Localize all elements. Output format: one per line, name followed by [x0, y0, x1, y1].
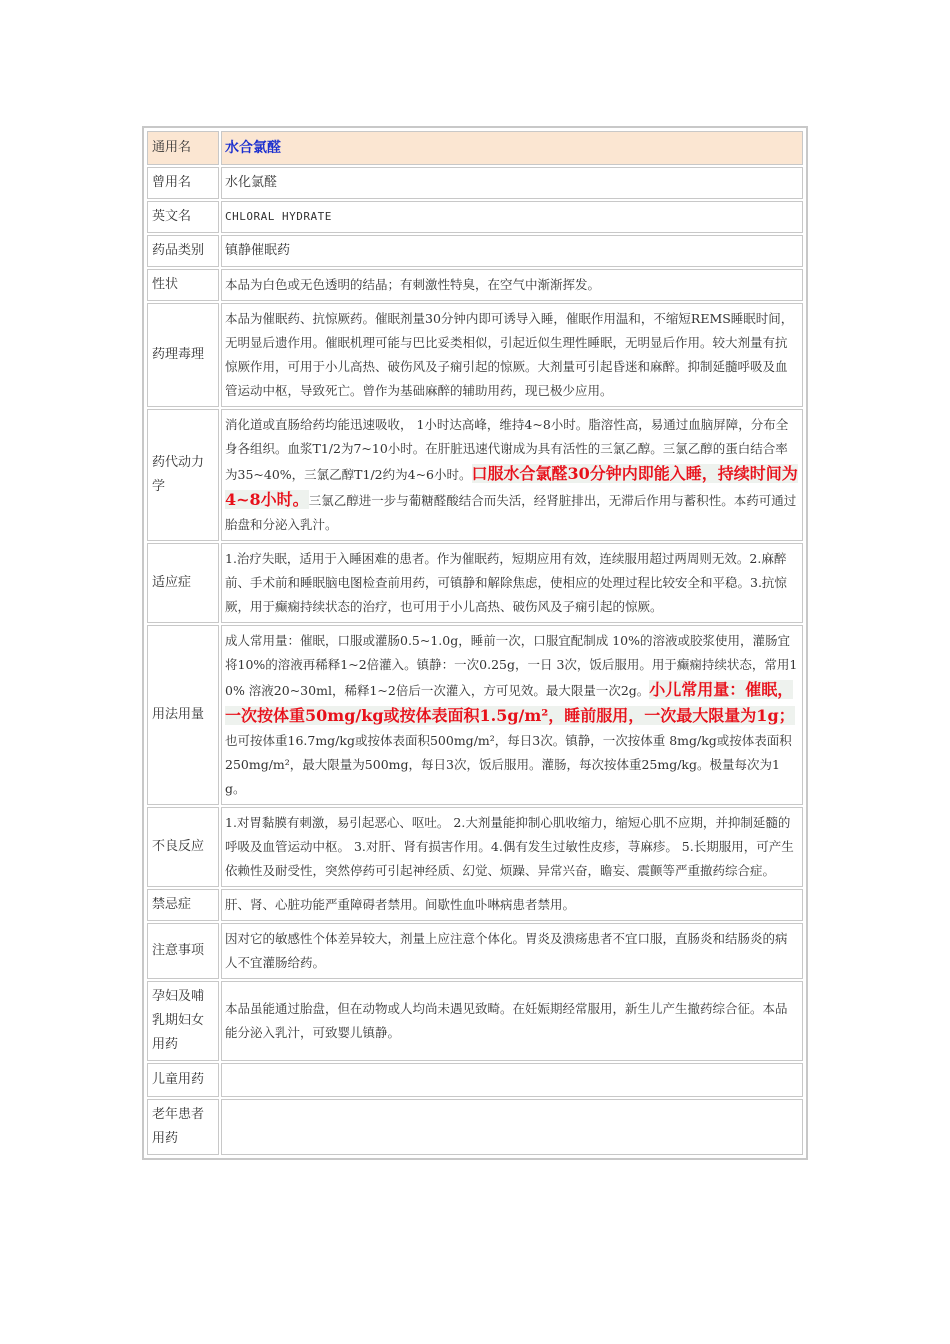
pk-text-after: 三氯乙醇进一步与葡糖醛酸结合而失活，经肾脏排出，无滞后作用与蓄积性。本药可通过胎盘和分泌入乳汁。	[225, 493, 797, 532]
label-contraindications: 禁忌症	[147, 889, 219, 921]
row-properties	[147, 269, 803, 301]
row-precautions	[147, 923, 803, 979]
label-adverse: 不良反应	[147, 807, 219, 887]
value-children	[221, 1063, 803, 1097]
label-category: 药品类别	[147, 235, 219, 267]
dosage-text-after: 也可按体重16.7mg/kg或按体表面积500mg/m²，每日3次。镇静，一次按体重 8mg/kg或按体表面积250mg/m²，最大限量为500mg，每日3次，饭后服用。灌肠，每次按体重25mg/kg。极量每次为1g。	[225, 733, 792, 796]
label-former-name: 曾用名	[147, 167, 219, 199]
value-english-name: CHLORAL HYDRATE	[221, 201, 803, 233]
value-elderly	[221, 1099, 803, 1155]
label-properties: 性状	[147, 269, 219, 301]
row-category	[147, 235, 803, 267]
value-former-name: 水化氯醛	[221, 167, 803, 199]
row-contraindications	[147, 889, 803, 921]
value-pregnancy: 本品虽能通过胎盘，但在动物或人均尚未遇见致畸。在妊娠期经常服用，新生儿产生撤药综合征。本品能分泌入乳汁，可致婴儿镇静。	[221, 981, 803, 1061]
label-dosage: 用法用量	[147, 625, 219, 805]
row-english-name	[147, 201, 803, 233]
row-children	[147, 1063, 803, 1097]
value-indications: 1.治疗失眠，适用于入睡困难的患者。作为催眠药，短期应用有效，连续服用超过两周则无效。2.麻醉前、手术前和睡眠脑电图检查前用药，可镇静和解除焦虑，使相应的处理过程比较安全和平稳。3.抗惊厥，用于癫痫持续状态的治疗，也可用于小儿高热、破伤风及子痫引起的惊厥。	[221, 543, 803, 623]
label-pharmacokinetics: 药代动力学	[147, 409, 219, 541]
value-precautions: 因对它的敏感性个体差异较大，剂量上应注意个体化。胃炎及溃疡患者不宜口服，直肠炎和结肠炎的病人不宜灌肠给药。	[221, 923, 803, 979]
label-elderly: 老年患者用药	[147, 1099, 219, 1155]
value-contraindications: 肝、肾、心脏功能严重障碍者禁用。间歇性血卟啉病患者禁用。	[221, 889, 803, 921]
row-pharmacokinetics	[147, 409, 803, 541]
label-generic-name: 通用名	[147, 131, 219, 165]
row-former-name	[147, 167, 803, 199]
value-pharmacokinetics	[221, 409, 803, 541]
label-pregnancy: 孕妇及哺乳期妇女用药	[147, 981, 219, 1061]
value-pharmacology: 本品为催眠药、抗惊厥药。催眠剂量30分钟内即可诱导入睡，催眠作用温和，不缩短REMS睡眠时间，无明显后遗作用。催眠机理可能与巴比妥类相似，引起近似生理性睡眠，无明显后作用。较大剂量有抗惊厥作用，可用于小儿高热、破伤风及子痫引起的惊厥。大剂量可引起昏迷和麻醉。抑制延髓呼吸及血管运动中枢，导致死亡。曾作为基础麻醉的辅助用药，现已极少应用。	[221, 303, 803, 407]
value-category: 镇静催眠药	[221, 235, 803, 267]
row-generic-name	[147, 131, 803, 165]
label-precautions: 注意事项	[147, 923, 219, 979]
row-adverse	[147, 807, 803, 887]
row-pharmacology	[147, 303, 803, 407]
drug-info-table	[142, 126, 808, 1160]
value-properties: 本品为白色或无色透明的结晶；有刺激性特臭，在空气中渐渐挥发。	[221, 269, 803, 301]
value-adverse: 1.对胃黏膜有刺激，易引起恶心、呕吐。 2.大剂量能抑制心肌收缩力，缩短心肌不应期，并抑制延髓的呼吸及血管运动中枢。 3.对肝、肾有损害作用。4.偶有发生过敏性皮疹，荨麻疹。 5.长期服用，可产生依赖性及耐受性，突然停药可引起神经质、幻觉、烦躁、异常兴奋，瞻妄、震颤等严重撤药综合症。	[221, 807, 803, 887]
dosage-text-before: 成人常用量：催眠，口服或灌肠0.5~1.0g，睡前一次，口服宜配制成 10%的溶液或胶浆使用，灌肠宜将10%的溶液再稀释1~2倍灌入。镇静：一次0.25g，一日 3次，饭后服用。用于癫痫持续状态，常用10% 溶液20~30ml，稀释1~2倍后一次灌入，方可见效。最大限量一次2g。	[225, 633, 798, 698]
value-generic-name: 水合氯醛	[221, 131, 803, 165]
label-children: 儿童用药	[147, 1063, 219, 1097]
label-pharmacology: 药理毒理	[147, 303, 219, 407]
pk-highlight: 口服水合氯醛30分钟内即能入睡，持续时间为4~8小时。	[225, 464, 798, 509]
label-english-name: 英文名	[147, 201, 219, 233]
value-dosage	[221, 625, 803, 805]
row-indications	[147, 543, 803, 623]
dosage-highlight: 小儿常用量：催眠，一次按体重50mg/kg或按体表面积1.5g/m²，睡前服用，一次最大限量为1g；	[225, 680, 795, 725]
row-dosage	[147, 625, 803, 805]
pk-text-before: 消化道或直肠给药均能迅速吸收， 1小时达高峰，维持4~8小时。脂溶性高，易通过血脑屏障，分布全身各组织。血浆T1/2为7~10小时。在肝脏迅速代谢成为具有活性的三氯乙醇。三氯乙醇的蛋白结合率为35~40%，三氯乙醇T1/2约为4~6小时。	[225, 417, 789, 482]
label-indications: 适应症	[147, 543, 219, 623]
row-pregnancy	[147, 981, 803, 1061]
row-elderly	[147, 1099, 803, 1155]
